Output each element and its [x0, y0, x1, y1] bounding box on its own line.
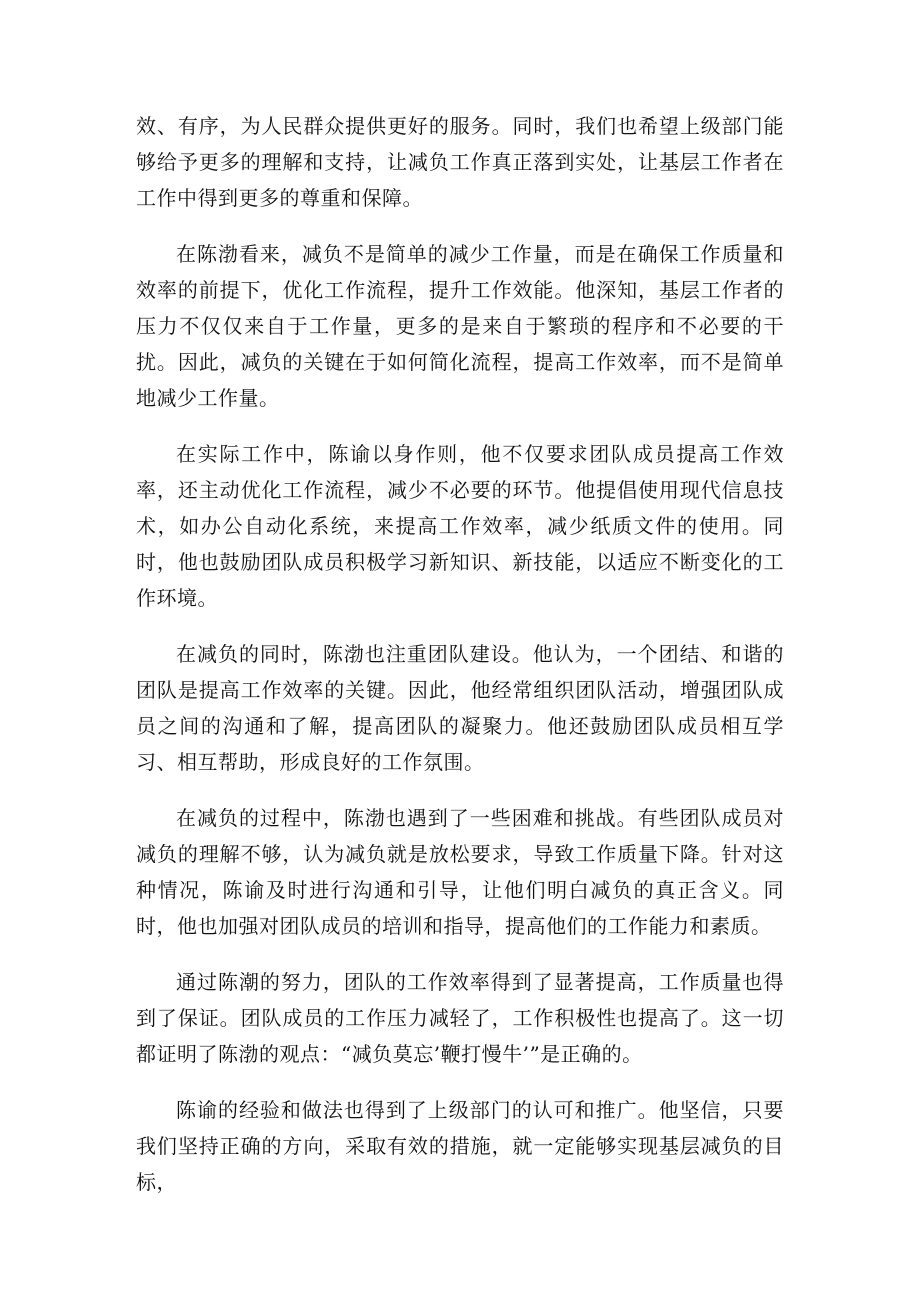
paragraph-7: 陈谕的经验和做法也得到了上级部门的认可和推广。他坚信，只要我们坚持正确的方向，采取有效的措施，就一定能够实现基层减负的目标，: [136, 1098, 784, 1194]
paragraph-5: 在减负的过程中，陈渤也遇到了一些困难和挑战。有些团队成员对减负的理解不够，认为减负就是放松要求，导致工作质量下降。针对这种情况，陈谕及时进行沟通和引导，让他们明白减负的真正含义。同时，他也加强对团队成员的培训和指导，提高他们的工作能力和素质。: [136, 806, 784, 938]
paragraph-6: 通过陈潮的努力，团队的工作效率得到了显著提高，工作质量也得到了保证。团队成员的工作压力减轻了，工作积极性也提高了。这一切都证明了陈渤的观点：“减负莫忘’鞭打慢牛’”是正确的。: [136, 970, 784, 1066]
paragraph-4: 在减负的同时，陈渤也注重团队建设。他认为，一个团结、和谐的团队是提高工作效率的关键。因此，他经常组织团队活动，增强团队成员之间的沟通和了解，提高团队的凝聚力。他还鼓励团队成员相互学习、相互帮助，形成良好的工作氛围。: [136, 642, 784, 774]
paragraph-1: 效、有序，为人民群众提供更好的服务。同时，我们也希望上级部门能够给予更多的理解和支持，让减负工作真正落到实处，让基层工作者在工作中得到更多的尊重和保障。: [136, 114, 784, 210]
document-body: [136, 108, 784, 1220]
paragraph-3: 在实际工作中，陈谕以身作则，他不仅要求团队成员提高工作效率，还主动优化工作流程，减少不必要的环节。他提倡使用现代信息技术，如办公自动化系统，来提高工作效率，减少纸质文件的使用。同时，他也鼓励团队成员积极学习新知识、新技能，以适应不断变化的工作环境。: [136, 442, 784, 610]
paragraph-2: 在陈渤看来，减负不是简单的减少工作量，而是在确保工作质量和效率的前提下，优化工作流程，提升工作效能。他深知，基层工作者的压力不仅仅来自于工作量，更多的是来自于繁琐的程序和不必要的干扰。因此，减负的关键在于如何简化流程，提高工作效率，而不是简单地减少工作量。: [136, 242, 784, 410]
